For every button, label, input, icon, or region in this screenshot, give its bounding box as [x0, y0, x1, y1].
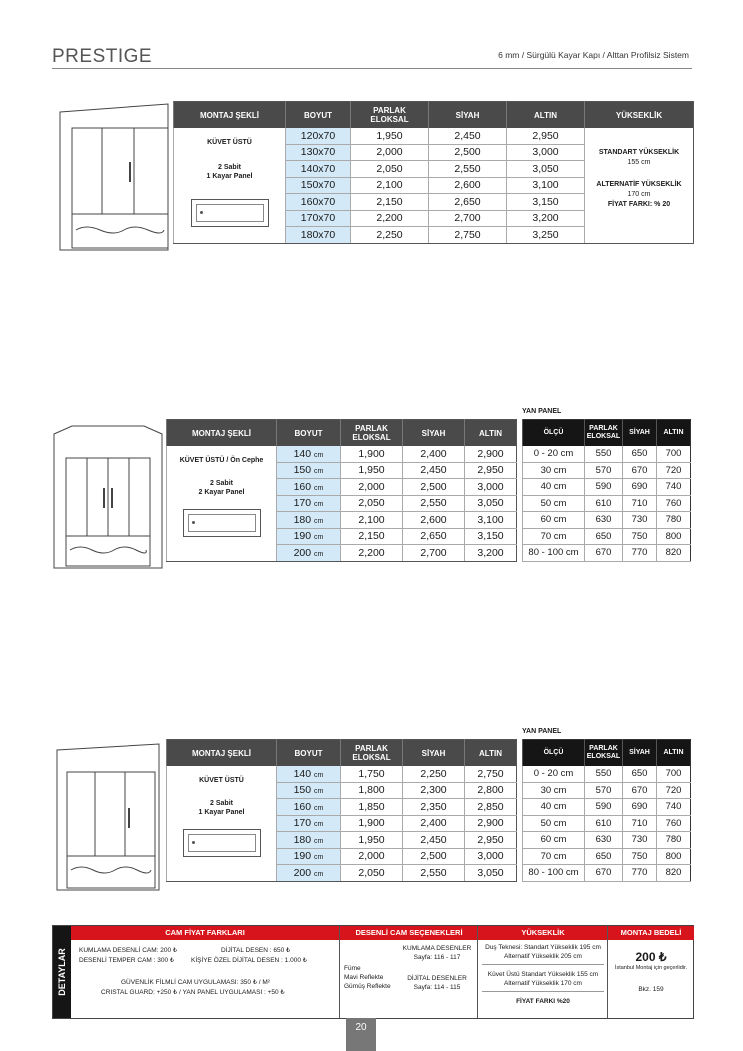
mount-desc: 2 Kayar Panel	[198, 489, 245, 496]
price-cell: 720	[657, 782, 691, 799]
detail-line: Alternatif Yükseklik 170 cm	[504, 980, 582, 987]
detail-line: FİYAT FARKI %20	[516, 998, 570, 1005]
price-cell: 3,150	[465, 528, 517, 545]
price-cell: 2,100	[351, 177, 429, 194]
page-subtitle: 6 mm / Sürgülü Kayar Kapı / Alttan Profilsiz Sistem	[498, 50, 689, 60]
col-header: PARLAK ELOKSAL	[351, 102, 429, 129]
detail-line: DESENLİ TEMPER CAM : 300 ₺	[79, 957, 175, 964]
price-cell: 2,050	[341, 865, 403, 882]
price-cell: 630	[585, 512, 623, 529]
size-cell: 170 cm	[277, 815, 341, 832]
price-cell: 1,900	[341, 815, 403, 832]
price-cell: 2,500	[403, 848, 465, 865]
price-cell: 710	[623, 495, 657, 512]
col-header: MONTAJ ŞEKLİ	[167, 420, 277, 447]
price-cell: 750	[623, 528, 657, 545]
price-cell: 2,000	[341, 848, 403, 865]
price-cell: 1,950	[341, 832, 403, 849]
price-cell: 800	[657, 528, 691, 545]
product-drawing-3	[55, 742, 161, 892]
price-cell: 2,600	[429, 177, 507, 194]
table-header-row	[167, 420, 517, 447]
col-header: SİYAH	[623, 420, 657, 447]
tub-thumbnail	[183, 829, 261, 857]
table-header-row	[167, 740, 517, 767]
size-cell: 160 cm	[277, 799, 341, 816]
price-cell: 2,700	[429, 210, 507, 227]
detail-line: Duş Teknesi: Standart Yükseklik 195 cm	[485, 944, 601, 951]
table-row	[523, 766, 691, 782]
pattern-page: Sayfa: 116 - 117	[413, 954, 461, 961]
price-cell: 3,250	[507, 227, 585, 244]
col-header: PARLAK ELOKSAL	[585, 740, 623, 767]
size-cell: 140x70	[286, 161, 351, 178]
table-row	[523, 495, 691, 512]
price-cell: 2,450	[429, 128, 507, 144]
price-cell: 3,200	[465, 545, 517, 562]
col-header: MONTAJ ŞEKLİ	[167, 740, 277, 767]
price-cell: 2,700	[403, 545, 465, 562]
measure-cell: 40 cm	[523, 479, 585, 496]
section-title: DESENLİ CAM SEÇENEKLERİ	[340, 926, 478, 940]
price-cell: 3,000	[465, 848, 517, 865]
price-cell: 670	[585, 545, 623, 562]
price-cell: 3,100	[465, 512, 517, 529]
col-header: SİYAH	[403, 740, 465, 767]
glass-option: Füme	[344, 965, 361, 972]
size-cell: 120x70	[286, 128, 351, 144]
height-cell	[585, 128, 694, 243]
price-cell: 730	[623, 512, 657, 529]
price-cell: 2,650	[403, 528, 465, 545]
mount-desc: 2 Sabit	[210, 800, 233, 807]
price-cell: 1,900	[341, 446, 403, 462]
side-panel-table-2	[522, 739, 691, 882]
measure-cell: 80 - 100 cm	[523, 545, 585, 562]
price-cell: 2,900	[465, 815, 517, 832]
table-row	[167, 446, 517, 462]
header-divider	[52, 68, 692, 69]
mount-cell	[167, 766, 277, 881]
height-price-diff: FİYAT FARKI: % 20	[607, 201, 671, 208]
price-cell: 730	[623, 832, 657, 849]
side-panel-title: YAN PANEL	[522, 408, 562, 415]
installation-fee-section	[607, 926, 694, 1018]
pattern-group: KUMLAMA DESENLER	[402, 945, 472, 952]
table-row	[523, 545, 691, 562]
table-row	[523, 865, 691, 882]
detail-line: CRISTAL GUARD: +250 ₺ / YAN PANEL UYGULAMASI : +50 ₺	[101, 989, 285, 996]
price-cell: 710	[623, 815, 657, 832]
brand-title: PRESTIGE	[52, 46, 153, 67]
size-cell: 170 cm	[277, 495, 341, 512]
col-header: SİYAH	[623, 740, 657, 767]
col-header: ALTIN	[465, 420, 517, 447]
table-row	[174, 128, 694, 144]
col-header: BOYUT	[277, 740, 341, 767]
col-header: PARLAK ELOKSAL	[341, 740, 403, 767]
price-cell: 3,050	[465, 495, 517, 512]
glass-option: Mavi Reflekte	[344, 974, 384, 981]
detail-line: KUMLAMA DESENLİ CAM: 200 ₺	[79, 947, 178, 954]
price-cell: 820	[657, 865, 691, 882]
price-cell: 2,400	[403, 815, 465, 832]
size-cell: 140 cm	[277, 446, 341, 462]
price-cell: 590	[585, 799, 623, 816]
price-cell: 700	[657, 766, 691, 782]
mount-title: KÜVET ÜSTÜ	[207, 139, 252, 146]
detail-line: KİŞİYE ÖZEL DİJİTAL DESEN : 1.000 ₺	[191, 957, 307, 964]
price-cell: 2,650	[429, 194, 507, 211]
price-cell: 2,950	[465, 462, 517, 479]
mount-title: KÜVET ÜSTÜ	[199, 777, 244, 784]
price-cell: 2,000	[351, 144, 429, 161]
details-panel	[52, 925, 694, 1019]
mount-desc: 2 Sabit	[218, 164, 241, 171]
size-cell: 200 cm	[277, 545, 341, 562]
size-cell: 180x70	[286, 227, 351, 244]
size-cell: 200 cm	[277, 865, 341, 882]
price-cell: 2,200	[351, 210, 429, 227]
price-cell: 740	[657, 799, 691, 816]
detail-line: Küvet Üstü Standart Yükseklik 155 cm	[487, 971, 599, 978]
mount-cell	[174, 128, 286, 243]
price-cell: 700	[657, 446, 691, 462]
price-cell: 550	[585, 766, 623, 782]
installation-price: 200 ₺	[635, 950, 667, 964]
table-row	[523, 479, 691, 496]
price-cell: 2,150	[351, 194, 429, 211]
price-cell: 2,450	[403, 462, 465, 479]
price-cell: 2,950	[465, 832, 517, 849]
size-cell: 150 cm	[277, 782, 341, 799]
price-cell: 2,500	[429, 144, 507, 161]
measure-cell: 70 cm	[523, 528, 585, 545]
mount-desc: 1 Kayar Panel	[206, 173, 253, 180]
price-cell: 760	[657, 815, 691, 832]
size-cell: 160 cm	[277, 479, 341, 496]
price-cell: 650	[585, 528, 623, 545]
section-title: CAM FİYAT FARKLARI	[71, 926, 339, 940]
measure-cell: 30 cm	[523, 462, 585, 479]
price-cell: 2,250	[403, 766, 465, 782]
col-header: PARLAK ELOKSAL	[585, 420, 623, 447]
side-panel-title: YAN PANEL	[522, 728, 562, 735]
price-cell: 2,100	[341, 512, 403, 529]
price-cell: 650	[585, 848, 623, 865]
table-row	[523, 799, 691, 816]
price-cell: 1,800	[341, 782, 403, 799]
price-cell: 3,050	[465, 865, 517, 882]
price-cell: 670	[623, 782, 657, 799]
price-cell: 2,050	[351, 161, 429, 178]
size-cell: 190 cm	[277, 848, 341, 865]
detail-line: GÜVENLİK FİLMLİ CAM UYGULAMASI: 350 ₺ / M²	[121, 979, 270, 986]
table-header-row	[174, 102, 694, 129]
price-cell: 780	[657, 832, 691, 849]
table-row	[523, 782, 691, 799]
price-cell: 3,050	[507, 161, 585, 178]
price-cell: 2,300	[403, 782, 465, 799]
page-number: 20	[346, 1018, 376, 1051]
table-row	[523, 528, 691, 545]
col-header: ÖLÇÜ	[523, 420, 585, 447]
price-cell: 3,000	[507, 144, 585, 161]
price-cell: 2,350	[403, 799, 465, 816]
detail-line: Alternatif Yükseklik 205 cm	[504, 953, 582, 960]
price-cell: 550	[585, 446, 623, 462]
price-cell: 720	[657, 462, 691, 479]
price-cell: 610	[585, 815, 623, 832]
details-label: DETAYLAR	[53, 926, 71, 1018]
price-cell: 820	[657, 545, 691, 562]
col-header: BOYUT	[277, 420, 341, 447]
size-cell: 130x70	[286, 144, 351, 161]
tub-thumbnail	[183, 509, 261, 537]
price-cell: 1,850	[341, 799, 403, 816]
col-header: SİYAH	[429, 102, 507, 129]
price-cell: 570	[585, 462, 623, 479]
col-header: ALTIN	[657, 740, 691, 767]
price-cell: 670	[585, 865, 623, 882]
table-row	[523, 848, 691, 865]
measure-cell: 30 cm	[523, 782, 585, 799]
section-title: MONTAJ BEDELİ	[608, 926, 694, 940]
size-cell: 180 cm	[277, 512, 341, 529]
measure-cell: 70 cm	[523, 848, 585, 865]
measure-cell: 80 - 100 cm	[523, 865, 585, 882]
mount-desc: 2 Sabit	[210, 480, 233, 487]
height-section	[477, 926, 608, 1018]
price-cell: 2,750	[465, 766, 517, 782]
price-cell: 1,750	[341, 766, 403, 782]
price-cell: 2,250	[351, 227, 429, 244]
price-cell: 2,050	[341, 495, 403, 512]
height-alt: ALTERNATİF YÜKSEKLİK	[596, 181, 682, 188]
price-cell: 2,450	[403, 832, 465, 849]
col-header: YÜKSEKLİK	[585, 102, 694, 129]
price-cell: 2,550	[403, 865, 465, 882]
detail-line: DİJİTAL DESEN : 650 ₺	[221, 947, 291, 954]
height-alt-value: 170 cm	[627, 191, 651, 198]
measure-cell: 40 cm	[523, 799, 585, 816]
price-cell: 2,550	[403, 495, 465, 512]
price-cell: 800	[657, 848, 691, 865]
installation-ref: Bkz. 159	[638, 986, 664, 993]
price-cell: 2,600	[403, 512, 465, 529]
table-row	[523, 462, 691, 479]
price-cell: 770	[623, 865, 657, 882]
price-cell: 2,950	[507, 128, 585, 144]
price-cell: 3,100	[507, 177, 585, 194]
size-cell: 170x70	[286, 210, 351, 227]
price-cell: 1,950	[351, 128, 429, 144]
price-table-2	[166, 419, 517, 562]
price-cell: 2,850	[465, 799, 517, 816]
price-cell: 2,900	[465, 446, 517, 462]
price-cell: 750	[623, 848, 657, 865]
measure-cell: 60 cm	[523, 832, 585, 849]
price-cell: 670	[623, 462, 657, 479]
height-std: STANDART YÜKSEKLİK	[598, 149, 680, 156]
price-cell: 760	[657, 495, 691, 512]
price-cell: 2,150	[341, 528, 403, 545]
col-header: MONTAJ ŞEKLİ	[174, 102, 286, 129]
price-cell: 2,400	[403, 446, 465, 462]
col-header: ÖLÇÜ	[523, 740, 585, 767]
price-cell: 770	[623, 545, 657, 562]
measure-cell: 50 cm	[523, 495, 585, 512]
price-cell: 2,800	[465, 782, 517, 799]
price-cell: 3,200	[507, 210, 585, 227]
side-panel-table-1	[522, 419, 691, 562]
table-row	[523, 815, 691, 832]
tub-thumbnail	[191, 199, 269, 227]
table-header-row	[523, 420, 691, 447]
size-cell: 140 cm	[277, 766, 341, 782]
col-header: ALTIN	[507, 102, 585, 129]
pattern-page: Sayfa: 114 - 115	[413, 984, 461, 991]
table-row	[167, 766, 517, 782]
col-header: ALTIN	[465, 740, 517, 767]
col-header: SİYAH	[403, 420, 465, 447]
col-header: BOYUT	[286, 102, 351, 129]
size-cell: 180 cm	[277, 832, 341, 849]
price-cell: 590	[585, 479, 623, 496]
price-cell: 2,750	[429, 227, 507, 244]
size-cell: 190 cm	[277, 528, 341, 545]
col-header: ALTIN	[657, 420, 691, 447]
price-cell: 630	[585, 832, 623, 849]
measure-cell: 60 cm	[523, 512, 585, 529]
price-cell: 740	[657, 479, 691, 496]
table-row	[523, 832, 691, 849]
measure-cell: 0 - 20 cm	[523, 766, 585, 782]
table-row	[523, 446, 691, 462]
size-cell: 160x70	[286, 194, 351, 211]
product-drawing-1	[58, 102, 170, 252]
size-cell: 150x70	[286, 177, 351, 194]
price-table-3	[166, 739, 517, 882]
product-drawing-2	[52, 422, 164, 570]
price-cell: 610	[585, 495, 623, 512]
price-cell: 690	[623, 799, 657, 816]
table-header-row	[523, 740, 691, 767]
price-cell: 2,000	[341, 479, 403, 496]
price-table-1	[173, 101, 694, 244]
table-row	[523, 512, 691, 529]
col-header: PARLAK ELOKSAL	[341, 420, 403, 447]
price-cell: 690	[623, 479, 657, 496]
measure-cell: 50 cm	[523, 815, 585, 832]
price-cell: 780	[657, 512, 691, 529]
size-cell: 150 cm	[277, 462, 341, 479]
price-cell: 3,150	[507, 194, 585, 211]
price-cell: 570	[585, 782, 623, 799]
pattern-group: DİJİTAL DESENLER	[407, 975, 467, 982]
mount-cell	[167, 446, 277, 561]
price-cell: 1,950	[341, 462, 403, 479]
height-std-value: 155 cm	[627, 159, 651, 166]
price-cell: 650	[623, 446, 657, 462]
price-cell: 2,200	[341, 545, 403, 562]
measure-cell: 0 - 20 cm	[523, 446, 585, 462]
glass-option: Gümüş Reflekte	[344, 983, 391, 990]
pattern-glass-section	[339, 926, 478, 1018]
mount-title: KÜVET ÜSTÜ / Ön Cephe	[179, 457, 264, 464]
price-cell: 2,500	[403, 479, 465, 496]
glass-price-diff-section	[71, 926, 339, 1018]
price-cell: 3,000	[465, 479, 517, 496]
section-title: YÜKSEKLİK	[478, 926, 608, 940]
price-cell: 2,550	[429, 161, 507, 178]
price-cell: 650	[623, 766, 657, 782]
installation-note: İstanbul Montaj için geçerlidir.	[614, 965, 688, 971]
mount-desc: 1 Kayar Panel	[198, 809, 245, 816]
